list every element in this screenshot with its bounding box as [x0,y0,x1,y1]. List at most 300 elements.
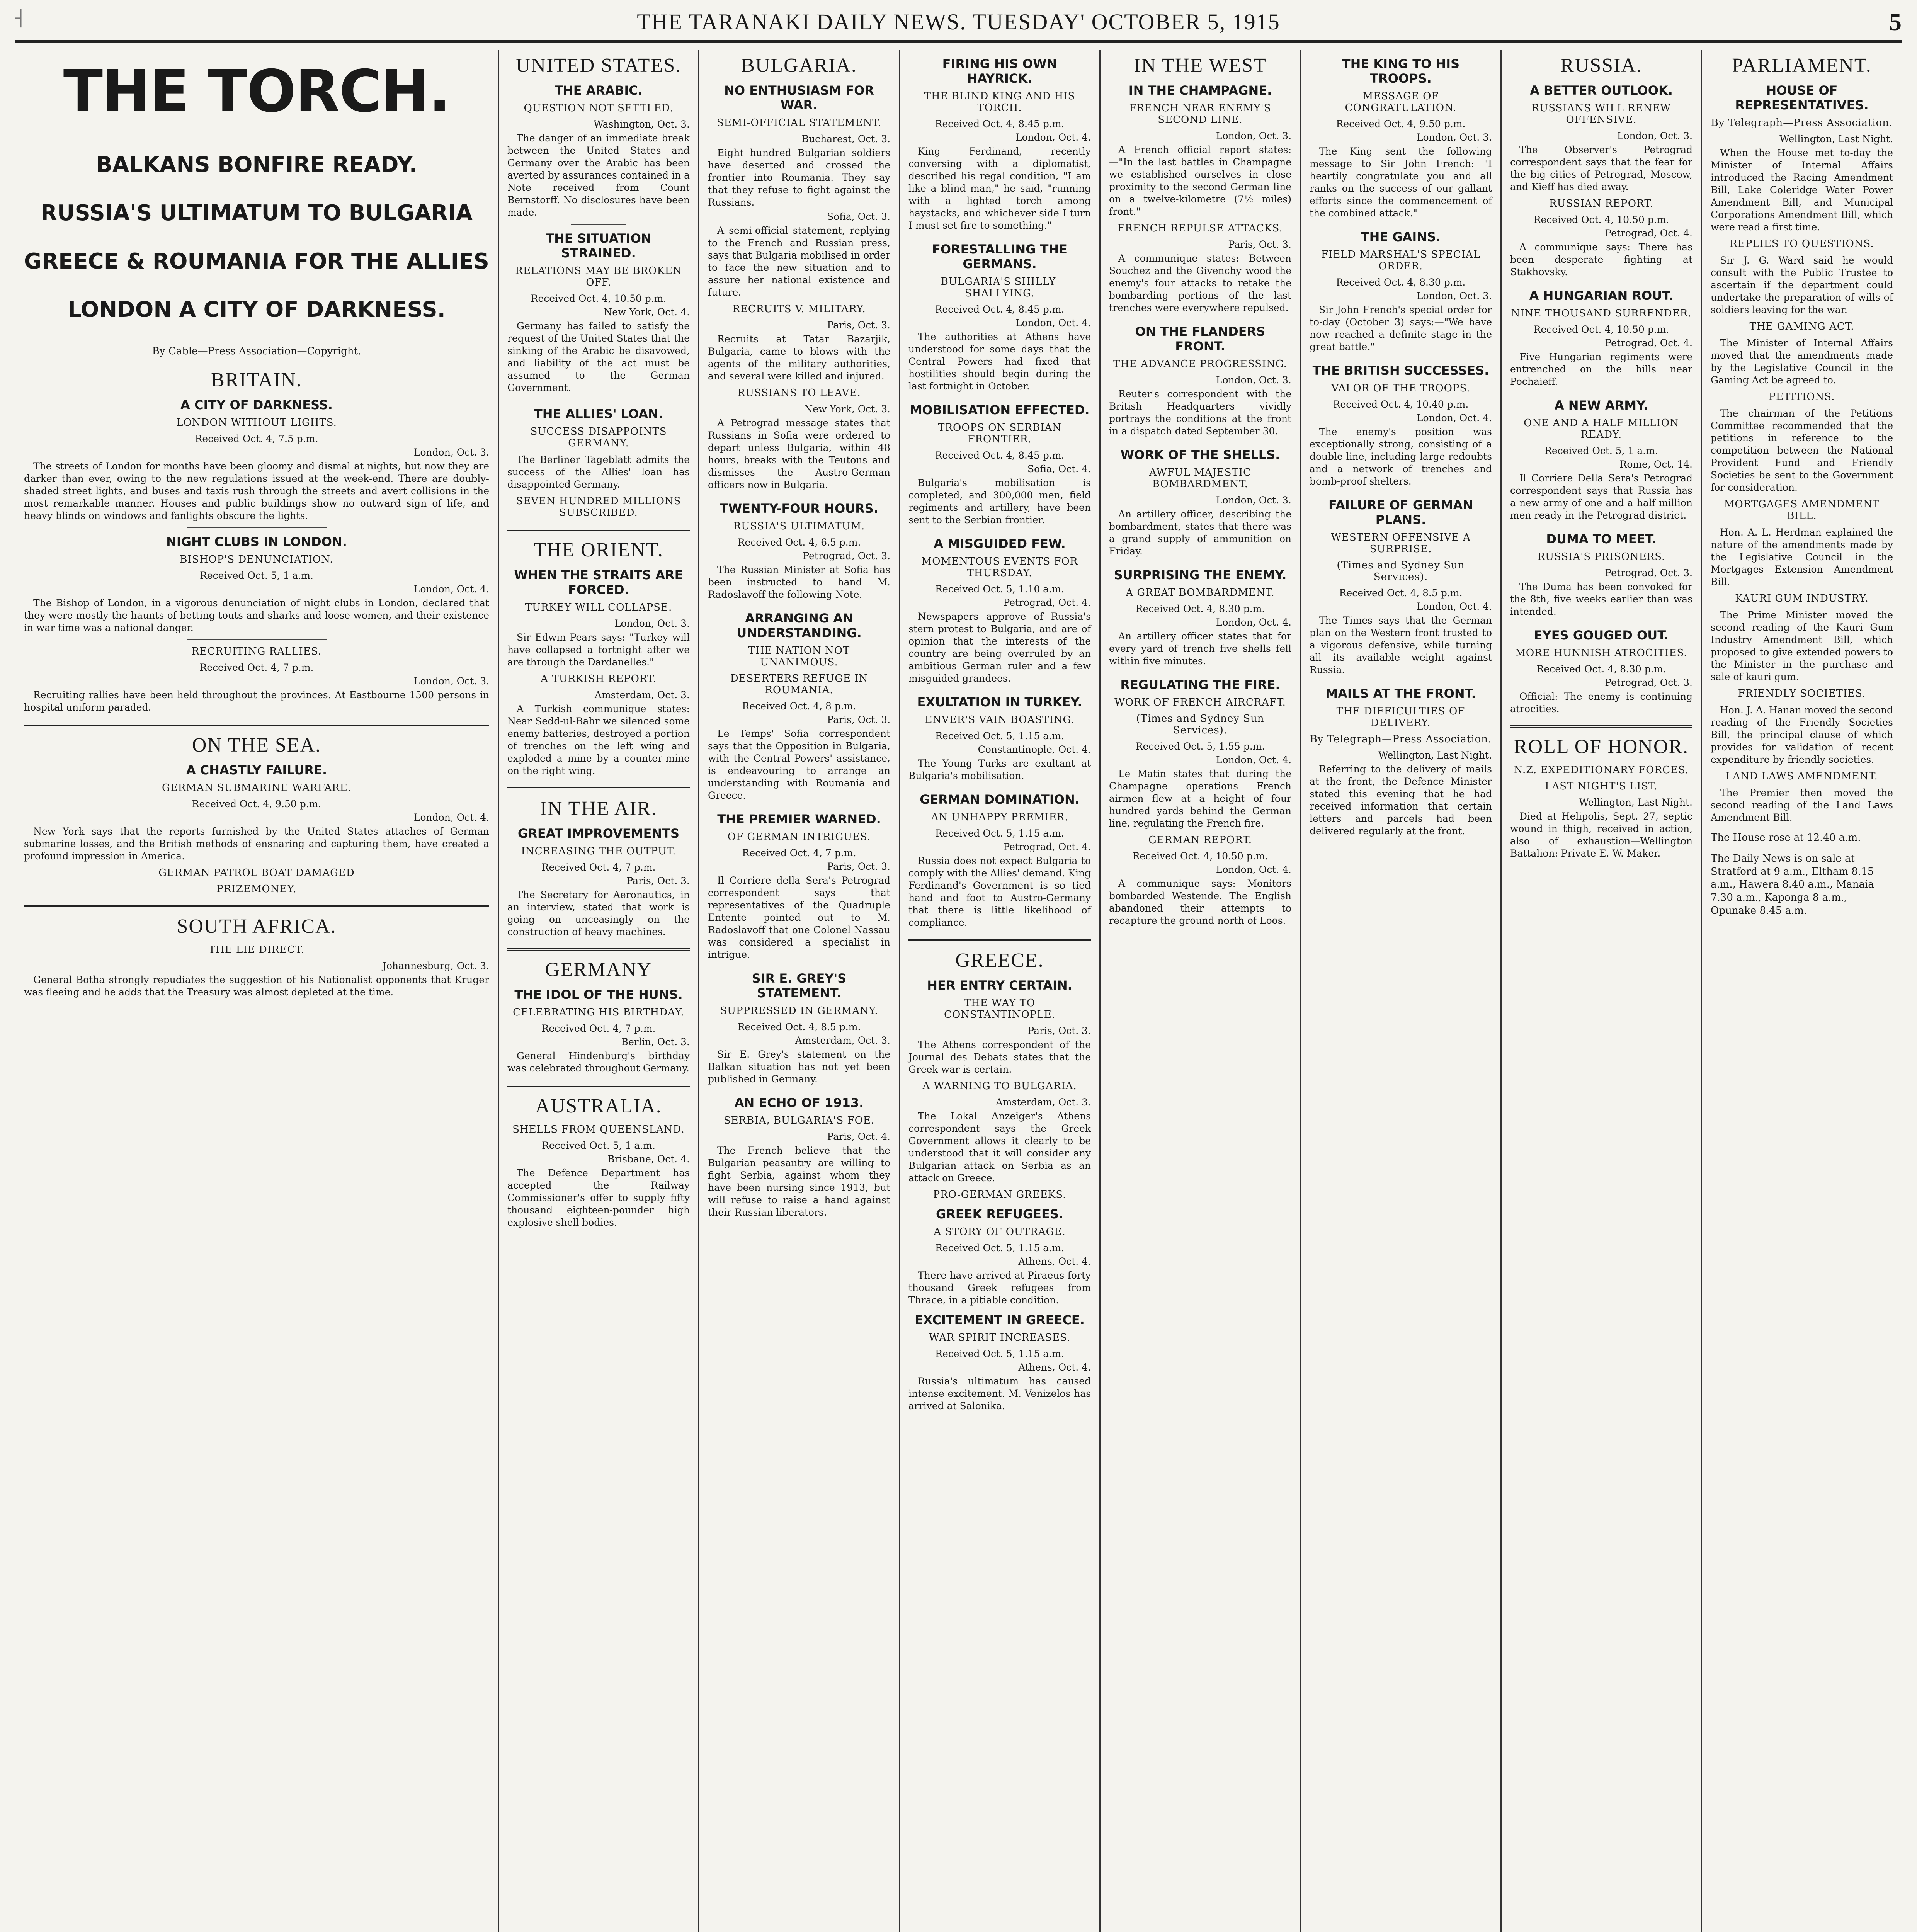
section-divider [507,529,690,531]
story-headline: A HUNGARIAN ROUT. [1529,288,1674,303]
story-subhead: VALOR OF THE TROOPS. [1331,383,1470,394]
story-body: General Hindenburg's birthday was celebrated throughout Germany. [507,1050,690,1074]
story-subhead: SEMI-OFFICIAL STATEMENT. [716,117,882,129]
received-line: Received Oct. 4, 10.40 p.m. [1333,399,1469,410]
column-1 [15,50,498,1932]
section-title: ROLL OF HONOR. [1514,736,1689,758]
story-headline: A BETTER OUTLOOK. [1530,83,1673,98]
received-line: Received Oct. 4, 8.45 p.m. [935,450,1065,461]
section-title: IN THE WEST [1134,54,1267,77]
story-subhead: RELATIONS MAY BE BROKEN OFF. [515,265,682,288]
story-subhead: AWFUL MAJESTIC BOMBARDMENT. [1149,467,1252,490]
story-body: Official: The enemy is continuing atrocities. [1510,691,1692,714]
dateline: Amsterdam, Oct. 3. [795,1035,890,1046]
story-headline: THE BRITISH SUCCESSES. [1312,363,1489,378]
story-headline: FIRING HIS OWN HAYRICK. [942,56,1057,86]
story-subhead: THE GAMING ACT. [1749,321,1854,332]
story-body: The Defence Department has accepted the Railway Commissioner's offer to supply fifty thousand eighteen-pounder high explosive shell bodies. [507,1167,690,1228]
story-subhead: SUPPRESSED IN GERMANY. [720,1005,878,1017]
story-body: Le Temps' Sofia correspondent says that the Opposition in Bulgaria, with the Central Powers' assistance, is endeavouring to arrange an understanding with Roumania and Greece. [708,728,890,801]
story-headline: HOUSE OF REPRESENTATIVES. [1735,83,1869,112]
dateline: Paris, Oct. 3. [1027,1025,1091,1036]
story-mobilisation [908,403,1091,526]
dateline: Petrograd, Oct. 3. [1605,567,1692,578]
story-body: An artillery officer, describing the bombardment, states that there was a grand supply of ammunition on Friday. [1109,509,1291,557]
received-line: Received Oct. 5, 1 a.m. [542,1140,655,1151]
story-body: When the House met to-day the Minister of Internal Affairs introduced the Racing Amendment Bill, Lake Coleridge Water Power Amendment Bill, and Municipal Corporations Amendment Bill, which were read a first time. [1711,147,1893,233]
story-subhead: N.Z. EXPEDITIONARY FORCES. [1514,764,1689,776]
story-subhead: PETITIONS. [1769,391,1835,403]
dateline: Petrograd, Oct. 4. [1605,228,1692,239]
story-misguided [908,536,1091,685]
story-subhead: LONDON WITHOUT LIGHTS. [176,417,337,429]
story-parliament [1711,54,1893,918]
story-headline: ARRANGING AN UNDERSTANDING. [737,611,862,640]
story-body: The Young Turks are exultant at Bulgaria's mobilisation. [908,758,1091,781]
dateline: London, Oct. 3. [413,447,489,458]
dateline: Wellington, Last Night. [1779,133,1893,145]
story-subhead: DESERTERS REFUGE IN ROUMANIA. [730,673,868,696]
dateline: New York, Oct. 3. [804,403,890,415]
story-headline: WHEN THE STRAITS ARE FORCED. [514,568,683,597]
story-body: Russia's ultimatum has caused intense excitement. M. Venizelos has arrived at Salonika. [908,1376,1091,1412]
dateline: London, Oct. 4. [1416,601,1492,612]
story-subhead: SEVEN HUNDRED MILLIONS SUBSCRIBED. [516,495,681,519]
received-line: Received Oct. 4, 8.5 p.m. [1339,587,1463,599]
story-russia [1510,54,1692,278]
story-understanding [708,611,890,802]
received-line: Received Oct. 5, 1.10 a.m. [935,583,1064,595]
dateline: London, Oct. 4. [1216,754,1291,765]
story-body: Russia does not expect Bulgaria to comply with the Allies' demand. King Ferdinand's Government is so tied hand and foot to Austro-Germany that there is little likelihood of compliance. [908,855,1091,928]
story-headline: A CITY OF DARKNESS. [180,398,333,412]
story-exultation [908,695,1091,782]
banner-3: GREECE & ROUMANIA FOR THE ALLIES [24,249,489,274]
story-subhead: PRIZEMONEY. [216,883,297,895]
section-title: BULGARIA. [741,54,857,77]
story-subhead: GERMAN PATROL BOAT DAMAGED [158,867,355,879]
story-body: Five Hungarian regiments were entrenched on the hills near Pochaieff. [1510,351,1692,387]
received-line: Received Oct. 4, 10.50 p.m. [1533,214,1669,225]
story-roll-of-honor [1510,735,1692,860]
received-line: Received Oct. 4, 8.45 p.m. [935,304,1065,315]
story-body: The Berliner Tageblatt admits the success of the Allies' loan has disappointed Germany. [507,454,690,490]
story-duma [1510,532,1692,618]
received-line: Received Oct. 4, 9.50 p.m. [1336,118,1466,129]
story-failure [1310,498,1492,676]
section-title: PARLIAMENT. [1732,54,1872,77]
story-subhead: RUSSIA'S PRISONERS. [1537,551,1665,563]
story-body: There have arrived at Piraeus forty thousand Greek refugees from Thrace, in a pitiable condition. [908,1270,1091,1306]
story-body: Bulgaria's mobilisation is completed, and 300,000 men, field regiments and artillery, have been sent to the Serbian frontier. [908,477,1091,526]
story-body: General Botha strongly repudiates the suggestion of his Nationalist opponents that Kruger was fleeing and he adds that the Treasury was almost depleted at the time. [24,974,489,998]
story-air [507,797,690,938]
dateline: New York, Oct. 4. [604,306,690,318]
story-headline: THE KING TO HIS TROOPS. [1342,56,1460,86]
dateline: Brisbane, Oct. 4. [607,1153,690,1165]
story-regulating-fire [1109,677,1291,927]
story-body: The danger of an immediate break between the United States and Germany over the Arabic has been averted by assurances contained in a Note received from Count Bernstorff. No disclosures have been made. [507,133,690,218]
received-line: Received Oct. 4, 6.5 p.m. [737,537,861,548]
received-line: Received Oct. 4, 8.5 p.m. [737,1021,861,1032]
story-subhead: THE ADVANCE PROGRESSING. [1113,358,1288,370]
section-divider [908,939,1091,941]
story-headline: AN ECHO OF 1913. [734,1095,864,1110]
story-eyes [1510,628,1692,715]
section-title: GERMANY [545,959,652,981]
story-body: Reuter's correspondent with the British Headquarters vividly portrays the conditions at the front in a dispatch dated September 30. [1109,388,1291,437]
story-body: The French believe that the Bulgarian peasantry are willing to fight Serbia, against whom they have been nursing since 1913, but will refuse to raise a hand against their Russian liberators. [708,1145,890,1218]
dateline: Petrograd, Oct. 3. [1605,677,1692,688]
story-headline: GREEK REFUGEES. [936,1207,1064,1221]
received-line: Received Oct. 4, 8.30 p.m. [1135,603,1265,614]
story-gains [1310,230,1492,353]
story-body: A communique says: There has been desperate fighting at Stakhovsky. [1510,242,1692,277]
section-divider [24,724,489,726]
columns [15,50,1902,1932]
story-subhead: SHELLS FROM QUEENSLAND. [512,1124,685,1135]
story-body: The Secretary for Aeronautics, in an interview, stated that work is going on unceasingly on the construction of heavy machines. [507,889,690,937]
page-mark: ┤ [15,9,27,26]
received-line: Received Oct. 4, 10.50 p.m. [531,293,667,304]
story-body: The Duma has been convoked for the 8th, five weeks earlier than was intended. [1510,581,1692,617]
received-line: Received Oct. 5, 1.55 p.m. [1135,741,1265,752]
dateline: Wellington, Last Night. [1579,797,1692,808]
story-subhead: SERBIA, BULGARIA'S FOE. [723,1115,875,1126]
story-body: Died at Helipolis, Sept. 27, septic wound in thigh, received in action, also of exhaustion—Wellington Battalion: Private E. W. Maker. [1510,811,1692,859]
received-line: Received Oct. 5, 1 a.m. [200,570,313,581]
story-flanders [1109,324,1291,437]
story-body: Hon. J. A. Hanan moved the second reading of the Friendly Societies Bill, the principal clause of which provides for validation of recent expenditure by friendly societies. [1711,704,1893,765]
dateline: Washington, Oct. 3. [594,119,690,130]
story-new-army [1510,398,1692,522]
story-premier-warned [708,812,890,961]
story-body: The Times says that the German plan on the Western front trusted to a vigorous defensive, while turning all its available weight against Russia. [1310,615,1492,675]
story-body: Le Matin states that during the Champagne operations French airmen flew at a height of four hundred yards behind the German line, regulating the French fire. [1109,768,1291,829]
story-headline: NO ENTHUSIASM FOR WAR. [724,83,874,112]
divider [187,527,326,528]
received-line: Received Oct. 4, 7.5 p.m. [195,433,318,444]
story-body: The Athens correspondent of the Journal des Debats states that the Greek war is certain. [908,1039,1091,1075]
story-subhead: FIELD MARSHAL'S SPECIAL ORDER. [1321,249,1480,272]
received-line: Received Oct. 4, 7 p.m. [199,662,314,673]
story-subhead: BULGARIA'S SHILLY-SHALLYING. [941,276,1059,299]
story-body: King Ferdinand, recently conversing with a diplomatist, described his regal condition, "I am like a blind man," he said, "running with a lighted torch among haystacks, and whichever side I turn I must set fire to something." [908,146,1091,231]
column-2 [498,50,698,1932]
story-headline: THE ALLIES' LOAN. [534,406,663,421]
story-subhead: (Times and Sydney Sun Services). [1337,560,1465,583]
story-body: A Turkish communique states: Near Sedd-ul-Bahr we silenced some enemy batteries, destroyed a portion of trenches on the left wing and exploded a mine by a counter-mine on the right wing. [507,703,690,776]
story-headline: A NEW ARMY. [1554,398,1648,413]
story-headline: EYES GOUGED OUT. [1534,628,1669,643]
story-greece [908,949,1091,1412]
section-title: AUSTRALIA. [535,1095,662,1117]
story-subhead: NINE THOUSAND SURRENDER. [1511,308,1692,319]
section-title: IN THE AIR. [540,798,657,820]
story-body: Sir John French's special order for to-day (October 3) says:—"We have now reached a definite stage in the great battle." [1310,304,1492,352]
story-orient [507,539,690,777]
story-subhead: A WARNING TO BULGARIA. [922,1080,1077,1092]
received-line: Received Oct. 4, 8.30 p.m. [1336,277,1466,288]
story-headline: GERMAN DOMINATION. [920,792,1080,807]
story-subhead: WAR SPIRIT INCREASES. [929,1332,1071,1344]
story-echo-1913 [708,1095,890,1219]
story-subhead: RUSSIANS WILL RENEW OFFENSIVE. [1531,102,1671,126]
dateline: London, Oct. 3. [1216,495,1291,506]
column-7 [1500,50,1701,1932]
story-body: The Observer's Petrograd correspondent says that the fear for the big cities of Petrograd, Moscow, and Kieff has died away. [1510,144,1692,192]
story-west [1109,54,1291,314]
story-subhead: By Telegraph—Press Association. [1310,733,1492,745]
story-subhead: KAURI GUM INDUSTRY. [1735,593,1869,604]
story-headline: TWENTY-FOUR HOURS. [720,501,878,516]
dateline: Paris, Oct. 3. [827,861,890,872]
received-line: Received Oct. 4, 7 p.m. [541,862,656,873]
story-headline: NIGHT CLUBS IN LONDON. [166,534,347,549]
story-british-successes [1310,363,1492,488]
dateline: Athens, Oct. 4. [1018,1362,1091,1373]
story-body: Sir J. G. Ward said he would consult with the Public Trustee to ascertain if the department could undertake the preparation of wills of soldiers leaving for the war. [1711,255,1893,315]
story-body: The King sent the following message to Sir John French: "I heartily congratulate you and all ranks on the success of our gallant efforts since the commencement of the combined attack." [1310,146,1492,219]
story-subhead: FRENCH REPULSE ATTACKS. [1118,223,1283,234]
dateline: London, Oct. 3. [413,675,489,687]
story-body: The Prime Minister moved the second reading of the Kauri Gum Industry Amendment Bill, which proposed to give extended powers to the Minister in the purchase and sale of kauri gum. [1711,609,1893,682]
story-body: The Bishop of London, in a vigorous denunciation of night clubs in London, declared that they were mostly the haunts of betting-touts and sharks and loose women, and their existence in war time was a national danger. [24,597,489,633]
dateline: London, Oct. 4. [1015,317,1091,328]
story-body: An artillery officer states that for every yard of trench five shells fell within five minutes. [1109,631,1291,667]
story-headline: REGULATING THE FIRE. [1120,677,1280,692]
dateline: London, Oct. 4. [1216,864,1291,875]
dateline: London, Oct. 3. [614,618,690,629]
story-body: The streets of London for months have been gloomy and dismal at nights, but now they are darker than ever, owing to the new regulations issued at the week-end. There are doubly-shaded street lights, and buses and taxis rush through the streets and avert collisions in the most remarkable manner. Houses and public buildings show no outward sign of life, and heavy blinds on windows and fanlights obscure the lights. [24,461,489,521]
story-ultimatum [708,501,890,601]
story-headline: THE SITUATION STRAINED. [546,231,651,260]
story-united-states [507,54,690,519]
section-divider [24,905,489,907]
dateline: Petrograd, Oct. 4. [1003,841,1091,852]
story-subhead: WORK OF FRENCH AIRCRAFT. [1114,697,1286,708]
story-headline: GREAT IMPROVEMENTS [517,826,680,841]
story-subhead: A STORY OF OUTRAGE. [934,1226,1066,1238]
story-subhead: QUESTION NOT SETTLED. [524,102,674,114]
story-body: The Russian Minister at Sofia has been instructed to hand M. Radoslavoff the following Note. [708,564,890,600]
story-australia [507,1095,690,1229]
section-title: THE ORIENT. [534,539,663,561]
column-6 [1300,50,1500,1932]
story-body: The Minister of Internal Affairs moved that the amendments made by the Legislative Council in the Gaming Act be agreed to. [1711,337,1893,386]
story-body: New York says that the reports furnished by the United States attaches of German submarine losses, and the British methods of ensnaring and capturing them, have created a profound impression in America. [24,826,489,862]
story-headline: A MISGUIDED FEW. [934,536,1066,551]
dateline: London, Oct. 4. [1416,412,1492,423]
story-body: Il Corriere della Sera's Petrograd correspondent says that representatives of the Quadruple Entente pointed out to M. Radoslavoff that one Colonel Nassau was considered a specialist in intrigue. [708,875,890,960]
story-domination [908,792,1091,929]
story-subhead: AN UNHAPPY PREMIER. [931,811,1068,823]
story-body: A French official report states:—"In the last battles in Champagne we established ourselves in close proximity to the second German line on a twelve-kilometre (7½ miles) front." [1109,144,1291,217]
story-headline: WORK OF THE SHELLS. [1120,447,1280,462]
story-headline: MOBILISATION EFFECTED. [910,403,1090,417]
story-body: Eight hundred Bulgarian soldiers have deserted and crossed the frontier into Roumania. They say that they refuse to fight against the Russians. [708,147,890,208]
dateline: Paris, Oct. 3. [827,714,890,725]
story-bulgaria [708,54,890,491]
column-3 [698,50,899,1932]
dateline: Athens, Oct. 4. [1018,1256,1091,1267]
story-subhead: THE WAY TO CONSTANTINOPLE. [944,997,1055,1020]
story-headline: HER ENTRY CERTAIN. [927,978,1072,993]
story-body: A communique says: Monitors bombarded Westende. The English abandoned their attempts to recapture the ground north of Loos. [1109,878,1291,926]
received-line: Received Oct. 5, 1.15 a.m. [935,1242,1064,1253]
story-south-africa [24,915,489,998]
section-title: GREECE. [955,949,1044,971]
masthead [15,3,1902,43]
story-britain [24,369,489,714]
story-body: The authorities at Athens have understood for some days that the Central Powers had fixed that hostilities should begin during the last fortnight in October. [908,331,1091,392]
story-sea [24,734,489,895]
story-body: The chairman of the Petitions Committee recommended that the petitions in reference to the competition between the National Provident Fund and Friendly Societies be sent to the Government for consideration. [1711,408,1893,493]
banner-2: RUSSIA'S ULTIMATUM TO BULGARIA [40,201,473,226]
received-line: Received Oct. 5, 1 a.m. [1544,445,1658,456]
story-subhead: (Times and Sydney Sun Services). [1136,713,1264,736]
story-subhead: RECRUITS V. MILITARY. [732,303,866,315]
section-title: RUSSIA. [1560,54,1642,77]
column-8 [1701,50,1902,1932]
received-line: Received Oct. 5, 1.15 a.m. [935,828,1064,839]
story-body: Germany has failed to satisfy the request of the United States that the sinking of the Arabic be disavowed, and liability of the act must be assumed to the German Government. [507,320,690,393]
section-title: UNITED STATES. [515,54,682,77]
story-headline: DUMA TO MEET. [1546,532,1657,546]
story-subhead: MESSAGE OF CONGRATULATION. [1345,90,1457,114]
banner-1: BALKANS BONFIRE READY. [96,152,417,177]
dateline: London, Oct. 3. [1216,130,1291,141]
story-king [1310,56,1492,219]
received-line: Received Oct. 4, 7 p.m. [742,847,856,859]
story-headline: A CHASTLY FAILURE. [186,763,327,777]
story-body: The Premier then moved the second reading of the Land Laws Amendment Bill. [1711,787,1893,823]
dateline: Berlin, Oct. 3. [621,1036,690,1048]
story-body: Recruits at Tatar Bazarjik, Bulgaria, came to blows with the agents of the military authorities, and several were killed and injured. [708,333,890,382]
story-headline: FORESTALLING THE GERMANS. [932,242,1068,271]
dateline: Sofia, Oct. 3. [827,211,890,222]
on-sale-note: The Daily News is on sale at Stratford at 9 a.m., Eltham 8.15 a.m., Hawera 8.40 a.m., Manaia 7.30 a.m., Kaponga 8 a.m., Opunake 8.45 a.m. [1711,852,1874,917]
story-body: Referring to the delivery of mails at the front, the Defence Minister stated this evening that he had received information that certain letters and parcels had been delivered regularly at the front. [1310,764,1492,837]
story-headline: SURPRISING THE ENEMY. [1114,568,1287,582]
story-subhead: RUSSIA'S ULTIMATUM. [733,520,865,532]
story-headline: ON THE FLANDERS FRONT. [1135,324,1266,354]
dateline: Paris, Oct. 3. [626,875,690,886]
story-body: Sir E. Grey's statement on the Balkan situation has not yet been published in Germany. [708,1049,890,1085]
house-rose-note: The House rose at 12.40 a.m. [1711,832,1861,844]
story-hungarian-rout [1510,288,1692,388]
story-headline: THE IDOL OF THE HUNS. [514,987,683,1002]
story-germany [507,958,690,1075]
story-hayrick [908,56,1091,232]
section-title: ON THE SEA. [192,734,321,756]
story-subhead: THE DIFFICULTIES OF DELIVERY. [1336,706,1465,729]
story-subhead: RUSSIAN REPORT. [1549,198,1653,209]
story-subhead: GERMAN REPORT. [1148,834,1252,846]
story-body: Sir Edwin Pears says: "Turkey will have collapsed a fortnight after we are through the Dardanelles." [507,632,690,668]
story-subhead: WESTERN OFFENSIVE A SURPRISE. [1331,532,1471,555]
section-title: BRITAIN. [211,369,302,391]
story-subhead: ONE AND A HALF MILLION READY. [1524,417,1679,440]
story-mails [1310,686,1492,837]
story-headline: EXULTATION IN TURKEY. [917,695,1082,709]
dateline: London, Oct. 4. [413,583,489,595]
dateline: Constantinople, Oct. 4. [978,744,1091,755]
story-subhead: LAND LAWS AMENDMENT. [1726,770,1878,782]
story-subhead: LAST NIGHT'S LIST. [1545,781,1658,792]
story-subhead: MORTGAGES AMENDMENT BILL. [1724,498,1880,522]
dateline: Paris, Oct. 3. [1228,239,1291,250]
divider [187,639,326,640]
story-headline: FAILURE OF GERMAN PLANS. [1328,498,1473,527]
dateline: Paris, Oct. 3. [827,320,890,331]
story-subhead: RECRUITING RALLIES. [192,646,321,657]
story-headline: THE ARABIC. [555,83,643,98]
story-body: A communique states:—Between Souchez and the Givenchy wood the enemy's four attacks to retake the bombarding portions of the last trenches were everywhere repulsed. [1109,253,1291,313]
story-headline: SIR E. GREY'S STATEMENT. [752,971,847,1000]
story-headline: EXCITEMENT IN GREECE. [915,1313,1085,1327]
story-headline: THE PREMIER WARNED. [717,812,881,827]
dateline: London, Oct. 3. [1617,130,1692,141]
dateline: London, Oct. 3. [1416,132,1492,143]
received-line: Received Oct. 5, 1.15 a.m. [935,730,1064,742]
dateline: London, Oct. 4. [1216,617,1291,628]
dateline: Johannesburg, Oct. 3. [382,960,489,971]
dateline: London, Oct. 4. [1015,132,1091,143]
story-subhead: TROOPS ON SERBIAN FRONTIER. [938,422,1061,445]
story-body: Hon. A. L. Herdman explained the nature of the amendments made by the Legislative Council in the Mortgages Extension Amendment Bill. [1711,527,1893,587]
story-subhead: CELEBRATING HIS BIRTHDAY. [513,1007,684,1018]
story-forestalling [908,242,1091,393]
dateline: Petrograd, Oct. 3. [803,550,890,561]
story-headline: MAILS AT THE FRONT. [1325,686,1476,701]
received-line: Received Oct. 4, 8.45 p.m. [935,118,1065,129]
story-body: A Petrograd message states that Russians in Sofia were ordered to depart unless Bulgaria, within 48 hours, breaks with the Teutons and dismisses the Austro-German officers now in Bulgaria. [708,417,890,490]
story-shells [1109,447,1291,558]
story-subhead: OF GERMAN INTRIGUES. [727,831,871,843]
received-line: Received Oct. 4, 8 p.m. [742,701,856,712]
divider [571,224,626,225]
received-line: Received Oct. 4, 10.50 p.m. [1533,324,1669,335]
column-5 [1099,50,1300,1932]
dateline: Petrograd, Oct. 4. [1605,337,1692,349]
story-subhead: A TURKISH REPORT. [541,673,657,685]
story-subhead: THE BLIND KING AND HIS TORCH. [924,90,1075,114]
dateline: Sofia, Oct. 4. [1027,463,1091,474]
story-body: Il Corriere Della Sera's Petrograd correspondent says that Russia has a new army of one and a half million men ready in the Petrograd district. [1510,473,1692,521]
section-divider [507,787,690,789]
story-subhead: FRENCH NEAR ENEMY'S SECOND LINE. [1129,102,1271,126]
banner-4: LONDON A CITY OF DARKNESS. [68,297,446,322]
story-body: A semi-official statement, replying to the French and Russian press, says that Bulgaria mobilised in order to face the new situation and to assure her national existence and future. [708,225,890,298]
received-line: Received Oct. 5, 1.15 a.m. [935,1348,1064,1359]
received-line: Received Oct. 4, 9.50 p.m. [192,798,321,810]
story-subhead: THE LIE DIRECT. [208,944,305,956]
dateline: London, Oct. 4. [413,812,489,823]
received-line: Received Oct. 4, 7 p.m. [541,1023,656,1034]
story-subhead: THE NATION NOT UNANIMOUS. [748,645,850,668]
headline-torch: THE TORCH. [63,58,450,125]
dateline: Petrograd, Oct. 4. [1003,597,1091,608]
page-number: 5 [1889,8,1902,36]
dateline: Paris, Oct. 4. [827,1131,890,1142]
story-subhead: A GREAT BOMBARDMENT. [1126,587,1275,599]
story-subhead: By Telegraph—Press Association. [1711,117,1893,129]
dateline: Rome, Oct. 14. [1619,459,1692,470]
story-subhead: GERMAN SUBMARINE WARFARE. [162,782,351,794]
story-surprising [1109,568,1291,667]
dateline: London, Oct. 3. [1216,374,1291,386]
